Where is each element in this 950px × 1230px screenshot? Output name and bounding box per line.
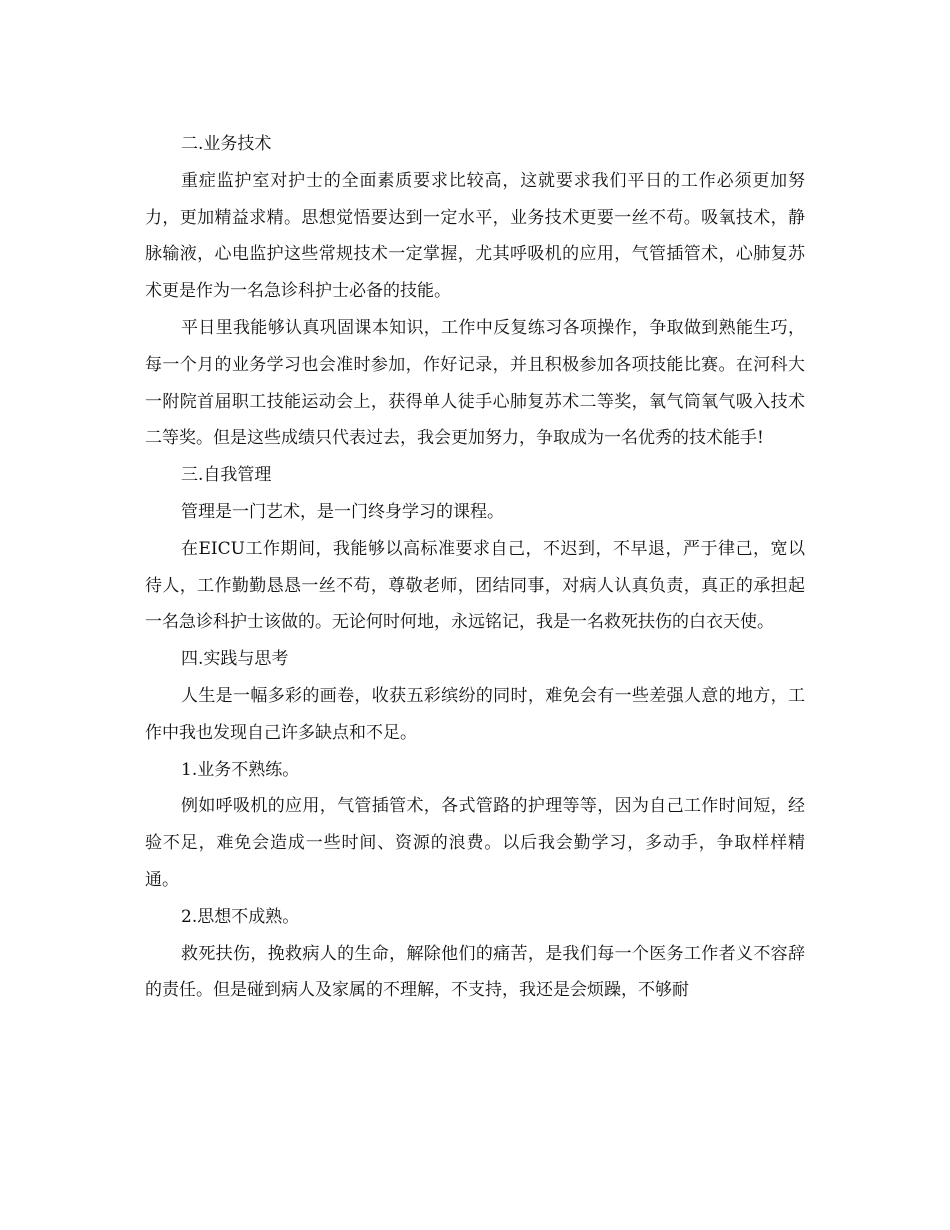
- section-heading-practice-reflection: 四.实践与思考: [181, 649, 289, 670]
- subheading-unskilled: 1.业务不熟练。: [181, 759, 300, 780]
- section-heading-self-management: 三.自我管理: [181, 465, 272, 486]
- paragraph: 在EICU工作期间，我能够以高标准要求自己，不迟到，不早退，严于律己，宽以待人，工作勤勤恳恳一丝不苟，尊敬老师，团结同事，对病人认真负责，真正的承担起一名急诊科护士该做的。无论何时何地，永远铭记，我是一名救死扶伤的白衣天使。: [145, 538, 805, 633]
- paragraph: 管理是一门艺术，是一门终身学习的课程。: [181, 501, 504, 522]
- document-body: [145, 126, 805, 1009]
- paragraph: 救死扶伤，挽救病人的生命，解除他们的痛苦，是我们每一个医务工作者义不容辞的责任。但是碰到病人及家属的不理解，不支持，我还是会烦躁，不够耐: [145, 943, 805, 1001]
- paragraph: 人生是一幅多彩的画卷，收获五彩缤纷的同时，难免会有一些差强人意的地方，工作中我也发现自己许多缺点和不足。: [145, 685, 805, 743]
- section-heading-business-skills: 二.业务技术: [181, 134, 272, 154]
- paragraph: 例如呼吸机的应用，气管插管术，各式管路的护理等等，因为自己工作时间短，经验不足，难免会造成一些时间、资源的浪费。以后我会勤学习，多动手，争取样样精通。: [145, 796, 805, 890]
- paragraph: 平日里我能够认真巩固课本知识，工作中反复练习各项操作，争取做到熟能生巧，每一个月的业务学习也会准时参加，作好记录，并且积极参加各项技能比赛。在河科大一附院首届职工技能运动会上，获得单人徒手心肺复苏术二等奖，氧气筒氧气吸入技术二等奖。但是这些成绩只代表过去，我会更加努力，争取成为一名优秀的技术能手!: [145, 317, 805, 449]
- paragraph: 重症监护室对护士的全面素质要求比较高，这就要求我们平日的工作必须更加努力，更加精益求精。思想觉悟要达到一定水平，业务技术更要一丝不苟。吸氧技术，静脉输液，心电监护这些常规技术一定掌握，尤其呼吸机的应用，气管插管术，心肺复苏术更是作为一名急诊科护士必备的技能。: [145, 170, 805, 302]
- subheading-immature-thinking: 2.思想不成熟。: [181, 906, 300, 927]
